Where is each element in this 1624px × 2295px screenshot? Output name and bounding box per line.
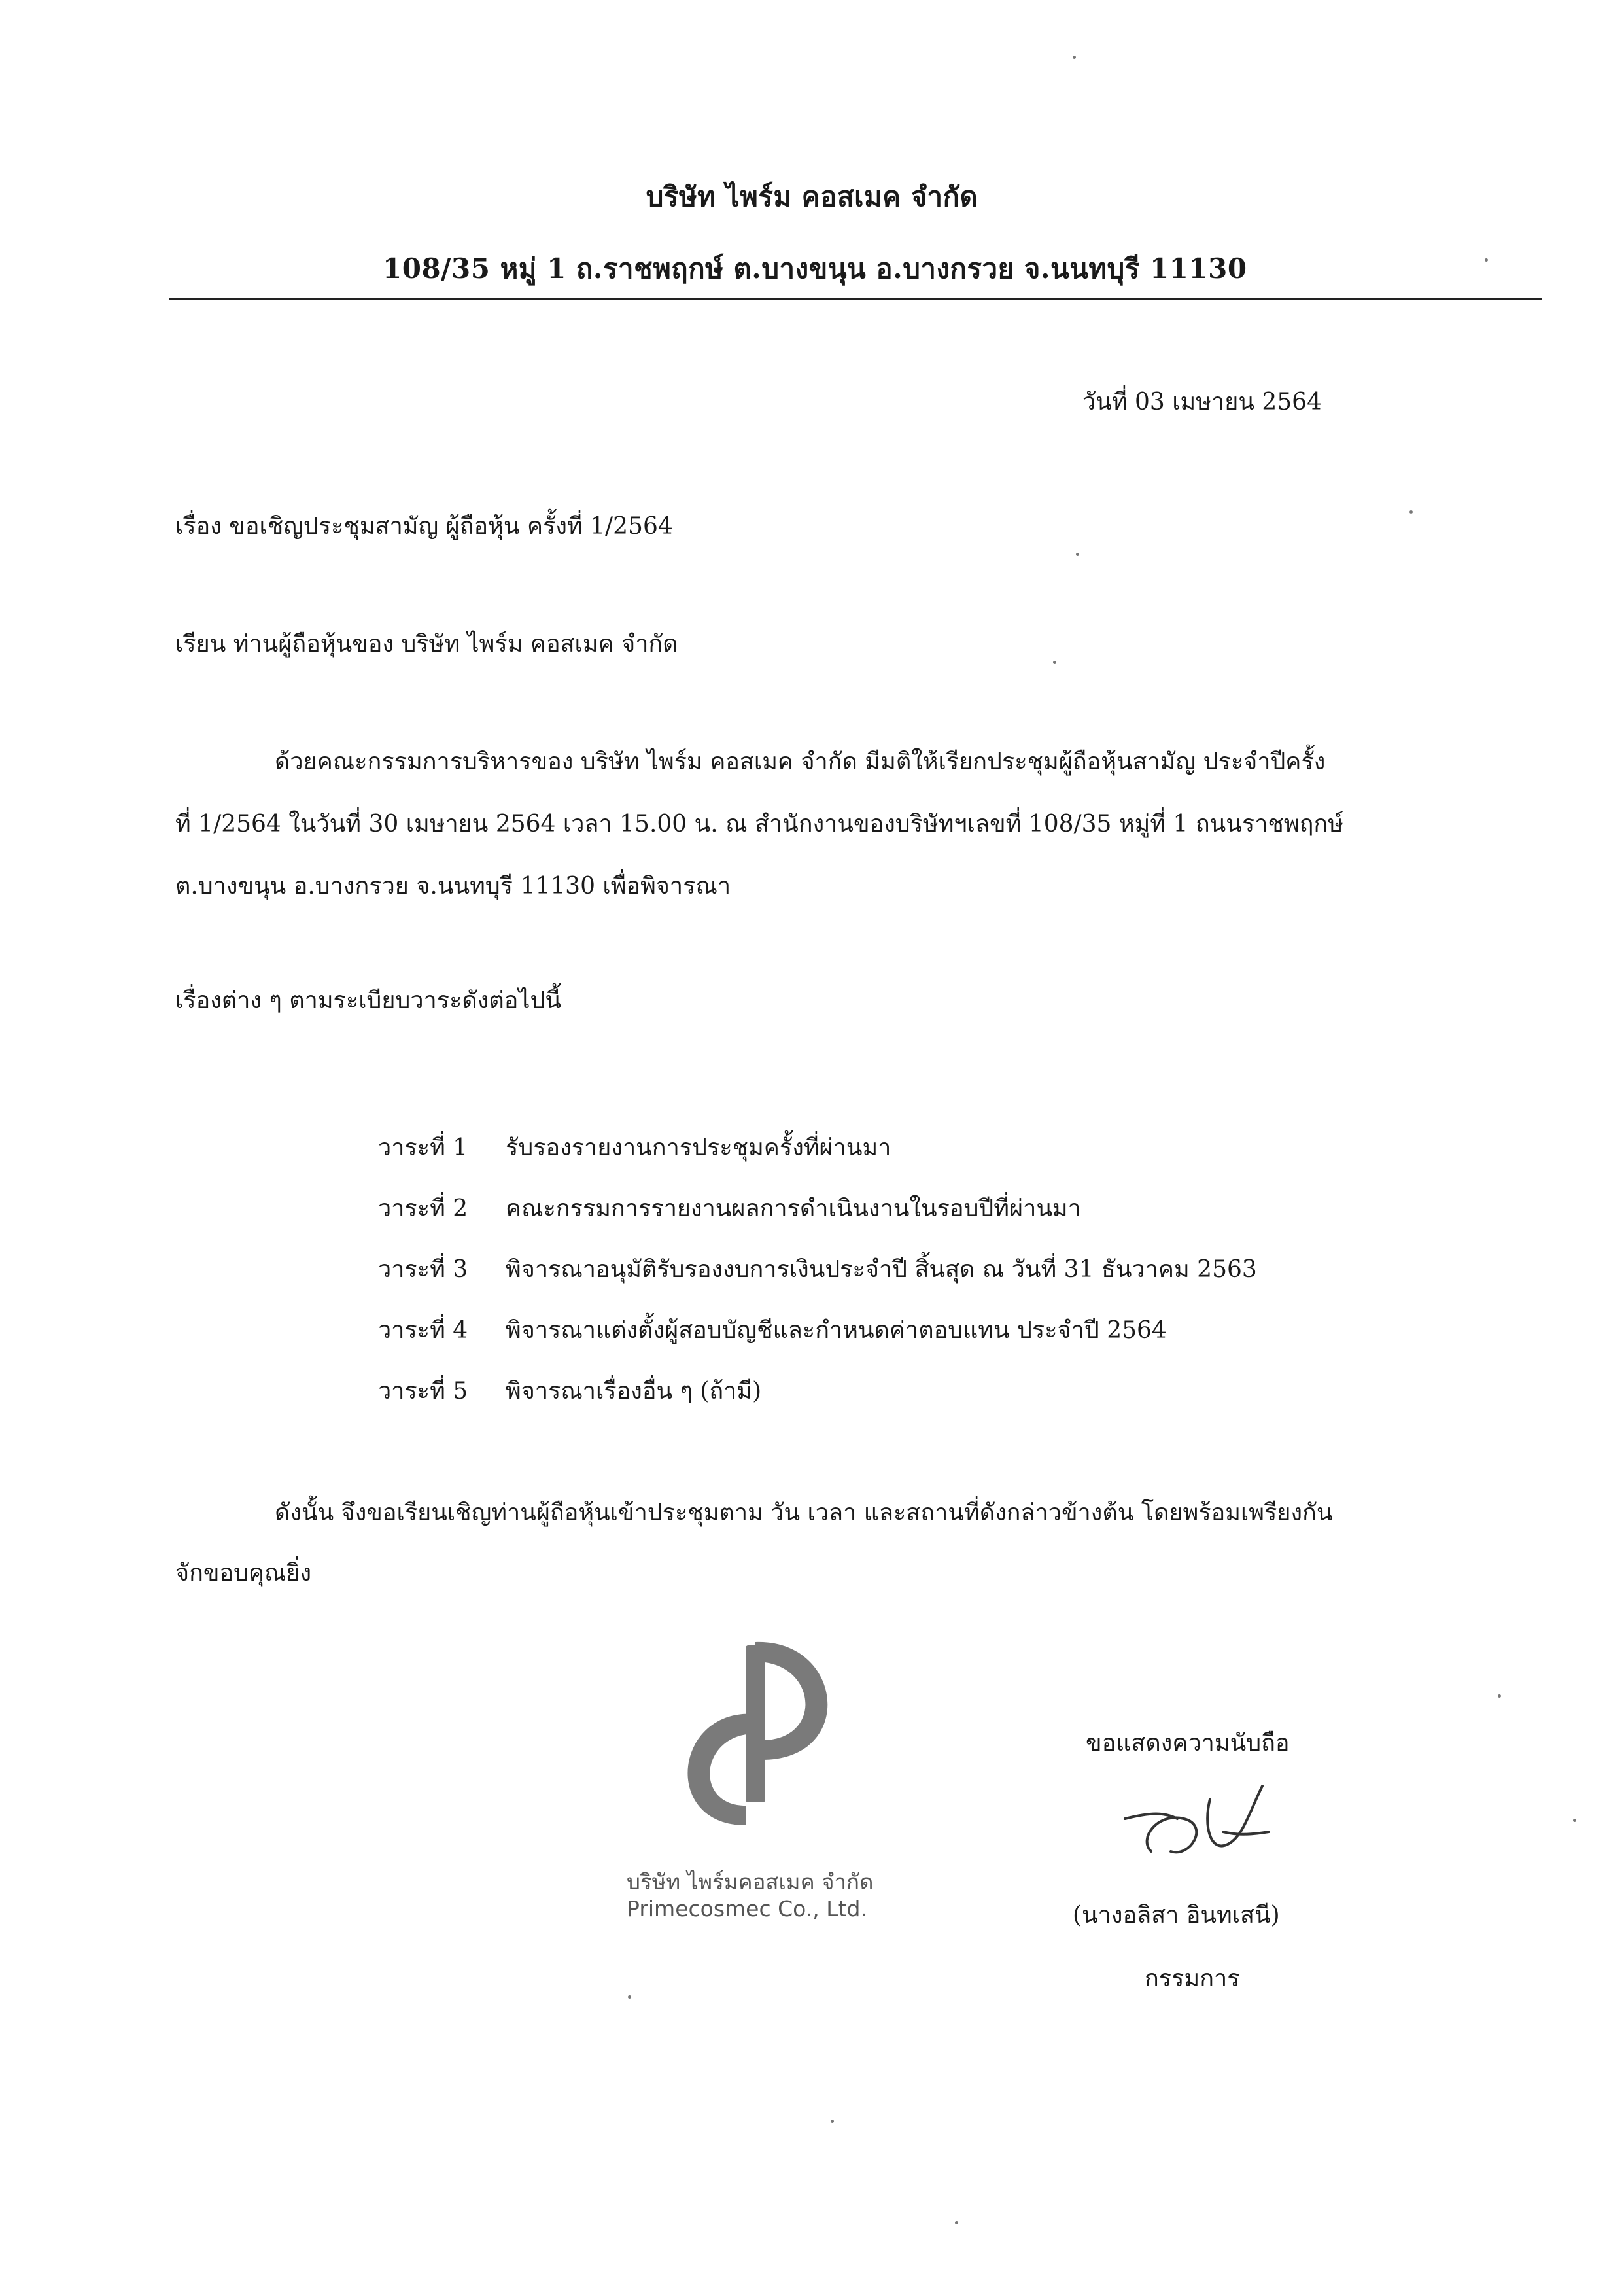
- agenda-number: วาระที่ 5: [378, 1378, 468, 1405]
- agenda-number: วาระที่ 3: [378, 1256, 468, 1283]
- agenda-item: [378, 1372, 761, 1409]
- signatory-position: กรรมการ: [1145, 1965, 1240, 1992]
- company-address: 108/35 หมู่ 1 ถ.ราชพฤกษ์ ต.บางขนุน อ.บางกรวย จ.นนทบุรี 11130: [383, 253, 1247, 285]
- closing-line-1: ดังนั้น จึงขอเรียนเชิญท่านผู้ถือหุ้นเข้าประชุมตาม วัน เวลา และสถานที่ดังกล่าวข้างต้น โดยพร้อมเพรียงกัน: [275, 1499, 1333, 1526]
- handwritten-signature-icon: [1112, 1773, 1282, 1871]
- letter-salutation: เรียน ท่านผู้ถือหุ้นของ บริษัท ไพร์ม คอสเมค จำกัด: [175, 631, 678, 657]
- closing-line-2: จักขอบคุณยิ่ง: [175, 1560, 312, 1586]
- agenda-text: พิจารณาเรื่องอื่น ๆ (ถ้ามี): [506, 1378, 762, 1405]
- body-line-1: ด้วยคณะกรรมการบริหารของ บริษัท ไพร์ม คอสเมค จำกัด มีมติให้เรียกประชุมผู้ถือหุ้นสามัญ ประจำปีครั้ง: [275, 748, 1326, 775]
- letter-subject: เรื่อง ขอเชิญประชุมสามัญ ผู้ถือหุ้น ครั้งที่ 1/2564: [175, 513, 673, 540]
- signatory-name: (นางอลิสา อินทเสนี): [1073, 1902, 1280, 1929]
- scan-speck: [1073, 56, 1076, 59]
- agenda-intro: เรื่องต่าง ๆ ตามระเบียบวาระดังต่อไปนี้: [175, 987, 561, 1014]
- scan-speck: [628, 1995, 631, 1999]
- agenda-number: วาระที่ 4: [378, 1317, 468, 1344]
- agenda-text: รับรองรายงานการประชุมครั้งที่ผ่านมา: [506, 1134, 891, 1161]
- company-logo-icon: [648, 1629, 863, 1858]
- agenda-item: [378, 1250, 1257, 1288]
- agenda-text: คณะกรรมการรายงานผลการดำเนินงานในรอบปีที่ผ่านมา: [506, 1195, 1081, 1222]
- agenda-number: วาระที่ 1: [378, 1134, 468, 1161]
- scan-speck: [1409, 510, 1413, 514]
- agenda-item: [378, 1129, 891, 1166]
- agenda-item: [378, 1189, 1081, 1227]
- agenda-text: พิจารณาอนุมัติรับรองงบการเงินประจำปี สิ้นสุด ณ วันที่ 31 ธันวาคม 2563: [506, 1256, 1257, 1283]
- scan-speck: [1053, 661, 1056, 664]
- logo-name-thai: บริษัท ไพร์มคอสเมค จำกัด: [627, 1869, 874, 1895]
- company-name: บริษัท ไพร์ม คอสเมค จำกัด: [646, 181, 978, 213]
- signature-regards: ขอแสดงความนับถือ: [1086, 1730, 1290, 1757]
- header-divider: [169, 298, 1542, 300]
- agenda-item: [378, 1311, 1167, 1348]
- scan-speck: [1076, 553, 1079, 556]
- scan-speck: [1485, 258, 1488, 262]
- body-line-2: ที่ 1/2564 ในวันที่ 30 เมษายน 2564 เวลา 15.00 น. ณ สำนักงานของบริษัทฯเลขที่ 108/35 หมู่ที่ 1 ถนนราชพฤกษ์: [175, 811, 1343, 837]
- agenda-text: พิจารณาแต่งตั้งผู้สอบบัญชีและกำหนดค่าตอบแทน ประจำปี 2564: [506, 1317, 1167, 1344]
- logo-name-english: Primecosmec Co., Ltd.: [627, 1896, 867, 1921]
- body-line-3: ต.บางขนุน อ.บางกรวย จ.นนทบุรี 11130 เพื่อพิจารณา: [175, 873, 731, 900]
- scan-speck: [1498, 1694, 1501, 1698]
- scan-speck: [1573, 1819, 1576, 1822]
- agenda-number: วาระที่ 2: [378, 1195, 468, 1222]
- scan-speck: [831, 2120, 834, 2123]
- letter-date: วันที่ 03 เมษายน 2564: [1082, 389, 1322, 415]
- scan-speck: [955, 2221, 958, 2224]
